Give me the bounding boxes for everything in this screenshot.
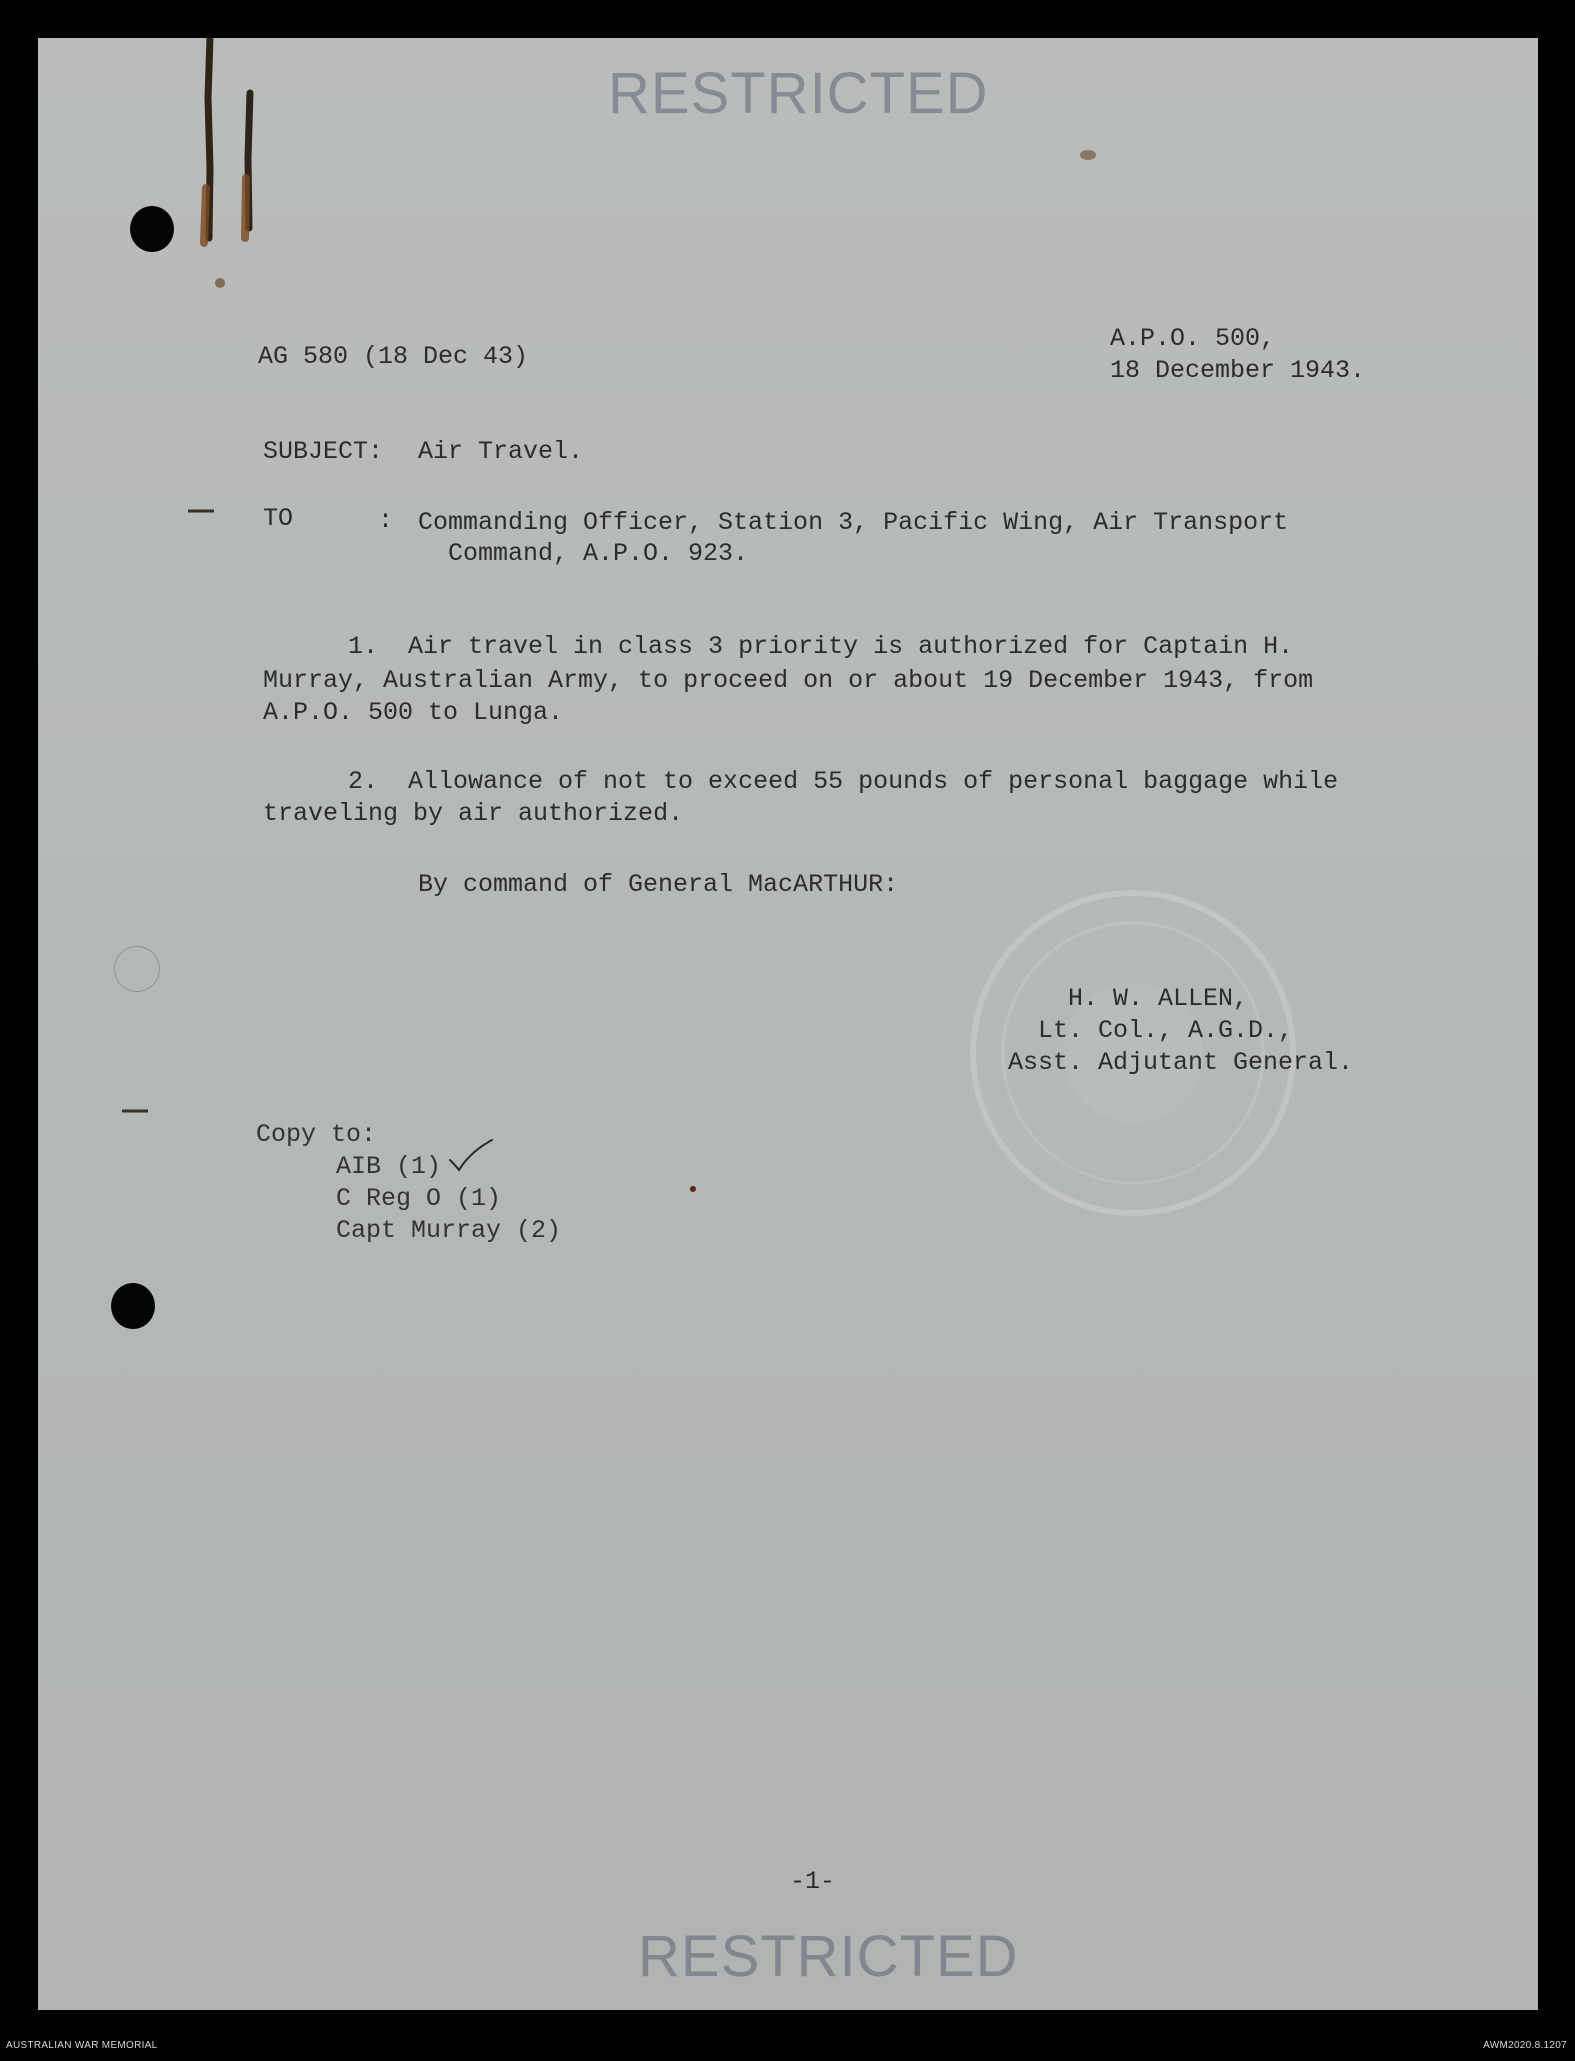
page-number: -1- — [790, 1867, 836, 1896]
paragraph-1-line-1: 1. Air travel in class 3 priority is authorized for Captain H. — [348, 632, 1294, 661]
punch-hole-bottom — [111, 1283, 155, 1329]
subject-label: SUBJECT: — [263, 437, 384, 466]
handwritten-check-mark — [446, 1138, 496, 1174]
document-date: 18 December 1943. — [1110, 356, 1366, 385]
signatory-title: Asst. Adjutant General. — [1008, 1048, 1354, 1077]
copy-to-item: AIB (1) — [336, 1152, 442, 1181]
to-colon: : — [378, 506, 394, 535]
copy-to-item: C Reg O (1) — [336, 1184, 502, 1213]
by-command-line: By command of General MacARTHUR: — [418, 870, 899, 899]
signatory-name: H. W. ALLEN, — [1068, 984, 1249, 1013]
to-line-2: Command, A.P.O. 923. — [448, 539, 749, 568]
punch-hole-ring — [114, 946, 160, 992]
apo-address: A.P.O. 500, — [1110, 324, 1276, 353]
punch-hole-top — [130, 206, 174, 252]
copy-to-label: Copy to: — [256, 1120, 377, 1149]
paper-stain-middle — [688, 1184, 698, 1194]
restricted-stamp-bottom: RESTRICTED — [638, 1924, 1019, 1989]
restricted-stamp-top: RESTRICTED — [608, 61, 989, 126]
document-page — [38, 38, 1538, 2010]
paper-stain-top-right — [1078, 148, 1098, 162]
rust-staple-marks — [188, 38, 278, 298]
paragraph-2-line-1: 2. Allowance of not to exceed 55 pounds of personal baggage while — [348, 767, 1339, 796]
archive-credit: AUSTRALIAN WAR MEMORIAL — [6, 2040, 158, 2051]
to-line-1: Commanding Officer, Station 3, Pacific Wing, Air Transport — [418, 508, 1289, 537]
to-label: TO — [263, 504, 294, 533]
paragraph-1-line-2: Murray, Australian Army, to proceed on or about 19 December 1943, from — [263, 666, 1314, 695]
reference-number: AG 580 (18 Dec 43) — [258, 342, 529, 371]
copy-to-item: Capt Murray (2) — [336, 1216, 562, 1245]
paragraph-1-line-3: A.P.O. 500 to Lunga. — [263, 698, 564, 727]
paper-mark-left-1 — [186, 506, 216, 516]
paper-mark-left-2 — [120, 1106, 150, 1116]
subject-value: Air Travel. — [418, 437, 584, 466]
archive-reference: AWM2020.8.1207 — [1483, 2040, 1567, 2051]
paragraph-2-line-2: traveling by air authorized. — [263, 799, 684, 828]
signatory-rank: Lt. Col., A.G.D., — [1038, 1016, 1294, 1045]
